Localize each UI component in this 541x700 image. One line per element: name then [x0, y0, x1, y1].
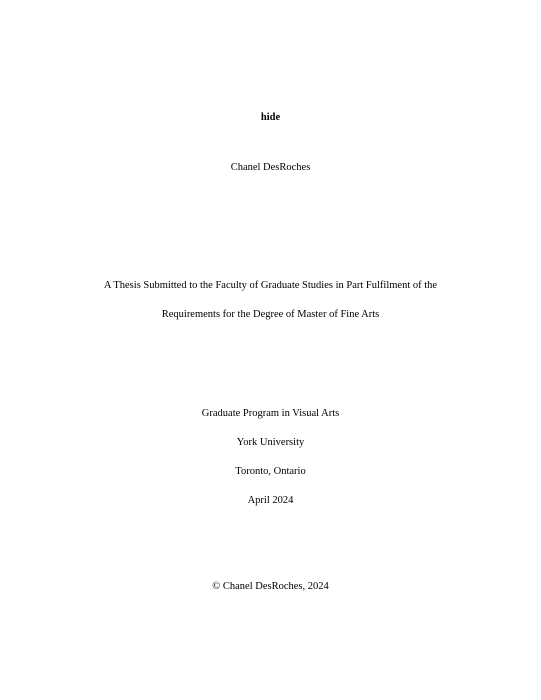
program-name: Graduate Program in Visual Arts [201, 408, 340, 419]
location: Toronto, Ontario [235, 466, 306, 477]
author-name: Chanel DesRoches [230, 162, 311, 173]
thesis-statement-line-1: A Thesis Submitted to the Faculty of Graduate Studies in Part Fulfilment of the [103, 280, 438, 291]
university-name: York University [236, 437, 305, 448]
submission-date: April 2024 [247, 495, 294, 506]
thesis-statement-line-2: Requirements for the Degree of Master of Fine Arts [161, 309, 380, 320]
thesis-title: hide [260, 112, 281, 123]
copyright-notice: © Chanel DesRoches, 2024 [212, 581, 329, 592]
